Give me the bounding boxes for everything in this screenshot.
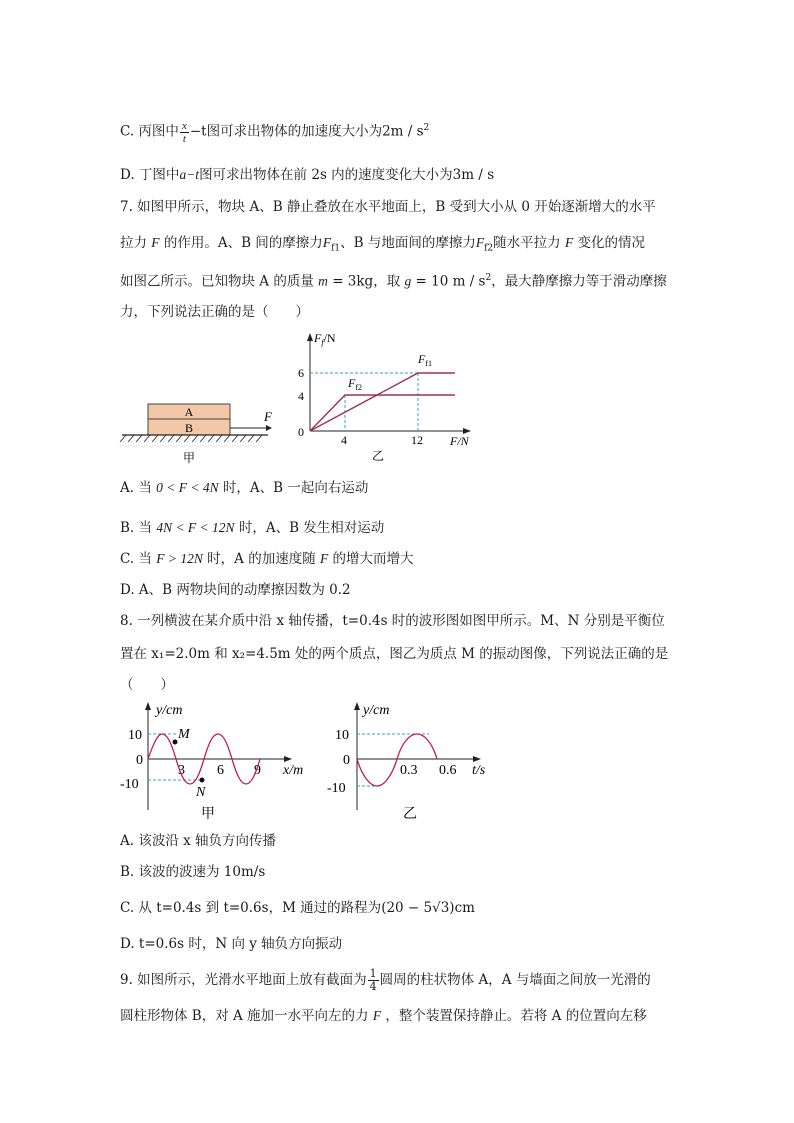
x-axis-label: x/m [283, 763, 304, 778]
y-axis-label: y/cm [156, 703, 183, 718]
q7-figure-jia [118, 395, 278, 465]
q8-figure-jia [118, 700, 318, 830]
y-axis-arrowhead [145, 702, 151, 710]
x-axis-arrowhead [284, 756, 292, 762]
y-axis-label: $F_f/N$ [314, 331, 336, 347]
ff2-curve [310, 395, 455, 431]
y-tick-0: 0 [343, 753, 350, 768]
x-axis-label: t/s [472, 763, 486, 778]
y-tick-neg10: -10 [327, 781, 346, 796]
y-tick-0: 0 [136, 753, 143, 768]
ff1-curve [310, 373, 455, 431]
x-tick-0-6: 0.6 [439, 763, 457, 778]
q6-option-c: C. 丙图中 $\frac{x}{t}$ −t图可求出物体的加速度大小为$2m / s^2$ [120, 119, 430, 145]
q8-stem-line3: （ ） [120, 677, 174, 693]
x-tick-0-3: 0.3 [400, 763, 418, 778]
x-tick-3: 3 [178, 763, 185, 778]
y-axis-arrowhead [307, 333, 313, 341]
y-tick-neg10: -10 [120, 777, 139, 792]
x-tick-4: 4 [341, 433, 347, 447]
y-tick-4: 4 [298, 389, 304, 403]
q7-option-b: B. 当 4N < F < 12N 时，A、B 发生相对运动 [120, 520, 385, 536]
ground-hatch [120, 435, 262, 442]
y-tick-10: 10 [335, 728, 349, 743]
force-label: F [264, 409, 272, 424]
point-n [200, 778, 205, 783]
point-n-label: N [196, 785, 206, 800]
q8-option-b: B. 该波的波速为 10m/s [120, 864, 266, 880]
vibration-curve [357, 734, 437, 786]
figure-caption: 甲 [201, 807, 215, 822]
ff1-label: $F_{f1}$ [418, 352, 433, 368]
q7-stem-line4: 力，下列说法正确的是（ ） [120, 304, 309, 320]
x-tick-6: 6 [217, 763, 224, 778]
q7-option-a: A. 当 0 < F < 4N 时，A、B 一起向右运动 [120, 480, 369, 496]
block-b-label: B [184, 421, 194, 435]
y-tick-10: 10 [128, 728, 142, 743]
q8-option-a: A. 该波沿 x 轴负方向传播 [120, 833, 277, 849]
q7-option-c: C. 当 F > 12N 时，A 的加速度随 F 的增大而增大 [120, 551, 414, 567]
figure-caption: 乙 [403, 807, 417, 822]
ff2-label: $F_{f2}$ [348, 376, 363, 392]
q8-option-c: C. 从 t=0.4s 到 t=0.6s，M 通过的路程为(20 − 5√3)cm [120, 900, 475, 916]
figure-caption: 甲 [182, 451, 196, 465]
q7-stem-line3: 如图乙所示。已知物块 A 的质量 m = 3kg，取 g = 10 m / $s^2$，最大静摩擦力等于滑动摩擦 [120, 273, 667, 290]
point-m-label: M [178, 727, 190, 742]
y-axis-arrowhead [354, 702, 360, 710]
q8-stem-line1: 8. 一列横波在某介质中沿 x 轴传播，t=0.4s 时的波形图如图甲所示。M、N 分别是平衡位 [120, 613, 665, 629]
q8-figure-yi [325, 700, 505, 830]
x-tick-9: 9 [254, 763, 261, 778]
q9-stem-line2: 圆柱形物体 B，对 A 施加一水平向左的力 F ，整个装置保持静止。若将 A 的位置向左移 [120, 1008, 647, 1024]
q8-stem-line2: 置在 x₁=2.0m 和 x₂=4.5m 处的两个质点，图乙为质点 M 的振动图像，下列说法正确的是 [120, 646, 669, 662]
q7-figure-yi [290, 325, 480, 465]
q7-option-d: D. A、B 两物块间的动摩擦因数为 0.2 [120, 582, 351, 598]
block-a-label: A [184, 405, 194, 419]
y-axis-label: y/cm [363, 703, 390, 718]
q8-option-d: D. t=0.6s 时，N 向 y 轴负方向振动 [120, 936, 343, 952]
figure-caption: 乙 [371, 449, 385, 463]
origin-label: 0 [298, 425, 304, 439]
x-tick-12: 12 [411, 433, 423, 447]
q6-option-d: D. 丁图中a−t图可求出物体在前 2s 内的速度变化大小为3m / s [120, 167, 495, 183]
q7-stem-line2: 拉力 F 的作用。A、B 间的摩擦力$F_{f1}$、B 与地面间的摩擦力$F_{f2}$随水平拉力 F 变化的情况 [120, 235, 645, 254]
y-tick-6: 6 [298, 366, 304, 380]
point-m [173, 740, 178, 745]
force-arrowhead [266, 425, 272, 431]
x-axis-label: F/N [450, 434, 469, 448]
guide-lines [357, 734, 429, 786]
q7-stem-line1: 7. 如图甲所示，物块 A、B 静止叠放在水平地面上，B 受到大小从 0 开始逐渐增大的水平 [120, 199, 656, 215]
x-axis-arrowhead [473, 756, 481, 762]
q9-stem-line1: 9. 如图所示，光滑水平地面上放有截面为 $\frac{1}{4}$ 圆周的柱状物体 A，A 与墙面之间放一光滑的 [120, 967, 651, 993]
